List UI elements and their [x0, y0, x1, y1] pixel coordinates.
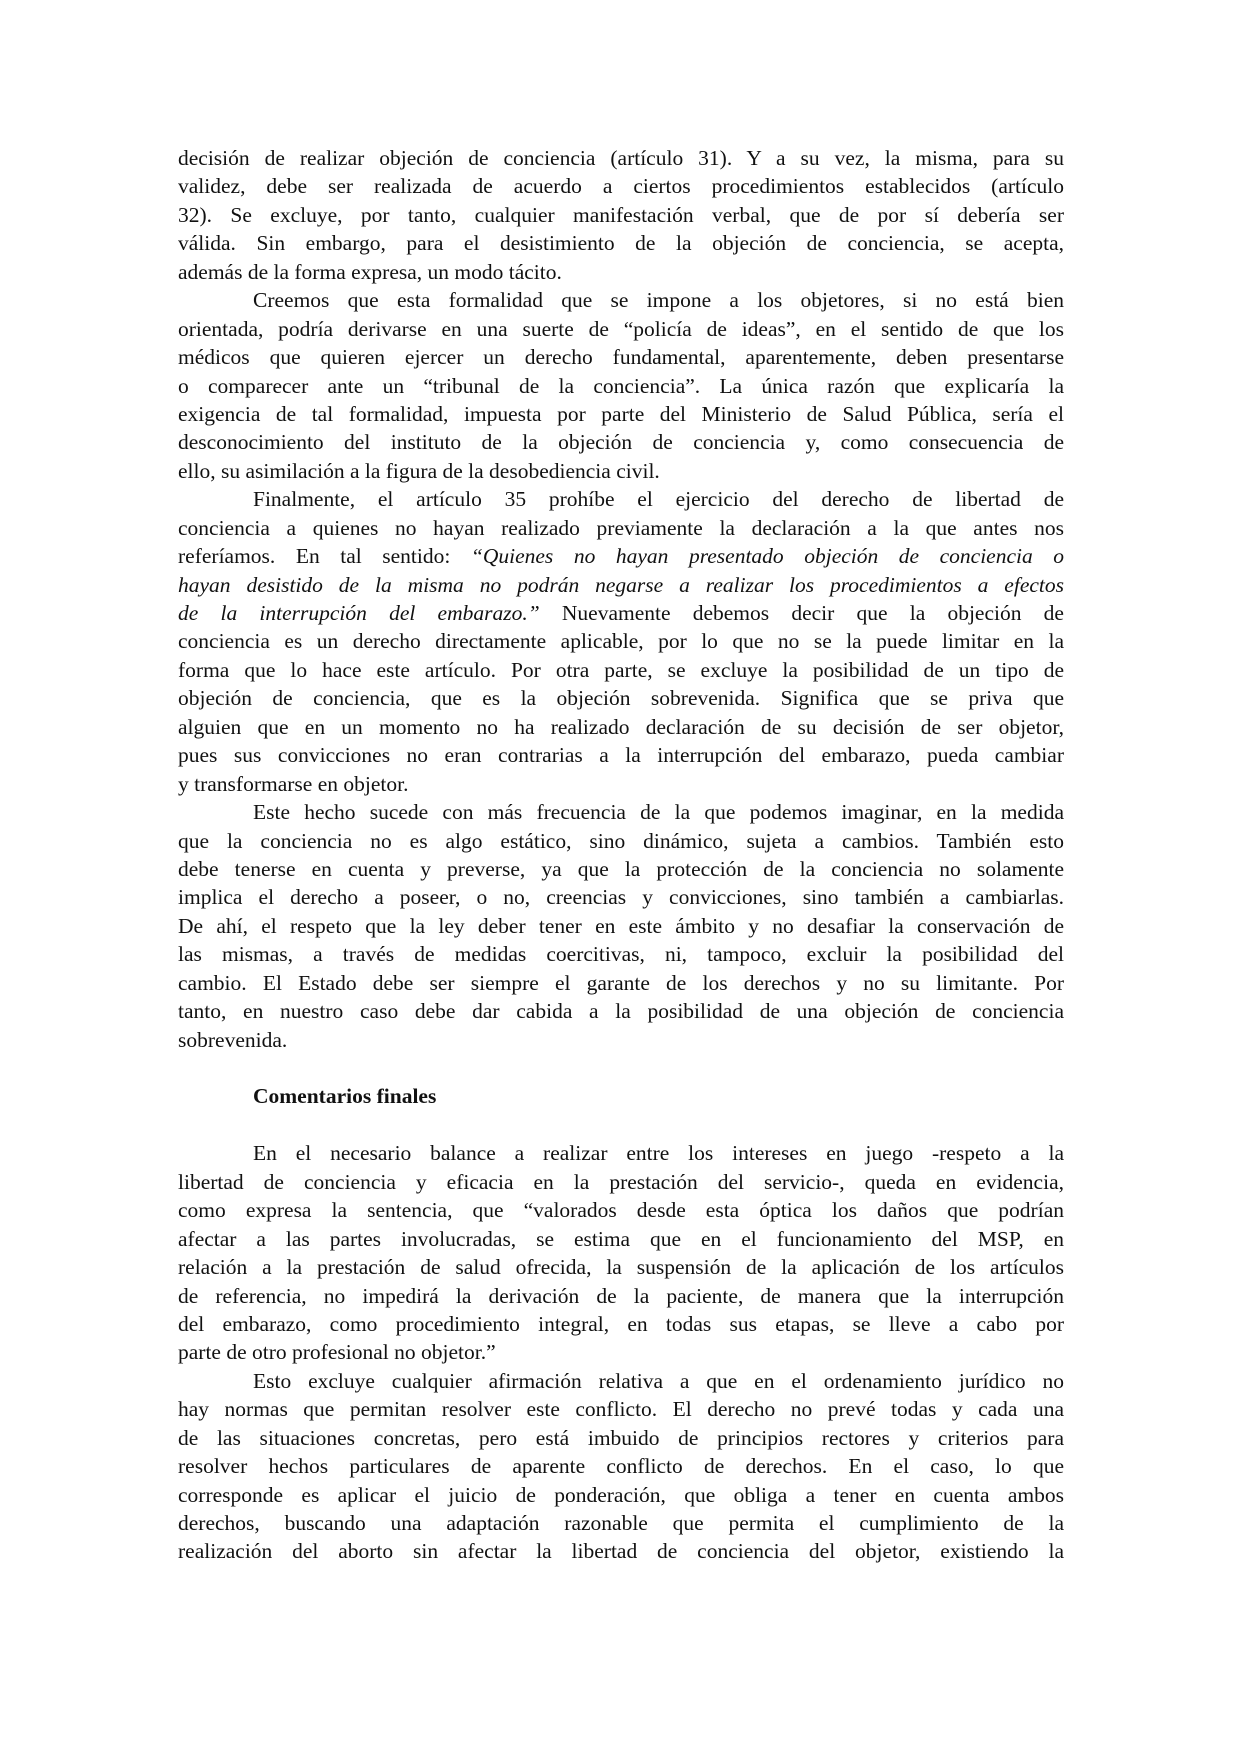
text-line: médicos que quieren ejercer un derecho fundamental, aparentemente, deben presentarse: [178, 345, 1064, 370]
text-line: corresponde es aplicar el juicio de ponderación, que obliga a tener en cuenta ambos: [178, 1482, 1064, 1507]
text-line: parte de otro profesional no objetor.”: [178, 1340, 496, 1365]
text-line: tanto, en nuestro caso debe dar cabida a la posibilidad de una objeción de conciencia: [178, 999, 1064, 1024]
paragraph: [178, 1367, 1064, 1566]
text-line: Finalmente, el artículo 35 prohíbe el ejercicio del derecho de libertad de: [253, 487, 1064, 512]
text-line: exigencia de tal formalidad, impuesta por parte del Ministerio de Salud Pública, sería el: [178, 401, 1064, 426]
text-line: 32). Se excluye, por tanto, cualquier manifestación verbal, que de por sí debería ser: [178, 202, 1064, 227]
paragraph: [178, 1139, 1064, 1367]
text-line: Creemos que esta formalidad que se impone a los objetores, si no está bien: [253, 288, 1064, 313]
text-line: ello, su asimilación a la figura de la desobediencia civil.: [178, 458, 660, 483]
text-run: Nuevamente debemos decir que la objeción de: [539, 601, 1064, 625]
section-heading: Comentarios finales: [253, 1084, 437, 1109]
text-run: referíamos. En tal sentido:: [178, 544, 471, 569]
text-line: implica el derecho a poseer, o no, creencias y convicciones, sino también a cambiarlas.: [178, 885, 1064, 910]
text-line: realización del aborto sin afectar la libertad de conciencia del objetor, existiendo la: [178, 1539, 1064, 1564]
text-line: además de la forma expresa, un modo tácito.: [178, 259, 562, 284]
text-line: objeción de conciencia, que es la objeción sobrevenida. Significa que se priva que: [178, 686, 1064, 711]
text-line: decisión de realizar objeción de conciencia (artículo 31). Y a su vez, la misma, para su: [178, 146, 1064, 170]
text-line: validez, debe ser realizada de acuerdo a ciertos procedimientos establecidos (artículo: [178, 174, 1064, 199]
spacer: [178, 1054, 1064, 1082]
text-line: sobrevenida.: [178, 1027, 288, 1052]
text-line: como expresa la sentencia, que “valorados desde esta óptica los daños que podrían: [178, 1198, 1064, 1223]
paragraph: [178, 144, 1064, 286]
text-line: que la conciencia no es algo estático, sino dinámico, sujeta a cambios. También esto: [178, 828, 1064, 853]
spacer: [178, 1111, 1064, 1139]
text-line: Esto excluye cualquier afirmación relativa a que en el ordenamiento jurídico no: [253, 1368, 1064, 1393]
text-line: conciencia es un derecho directamente aplicable, por lo que no se la puede limitar en la: [178, 629, 1064, 654]
text-line: pues sus convicciones no eran contrarias a la interrupción del embarazo, pueda cambiar: [178, 743, 1064, 768]
text-line: derechos, buscando una adaptación razonable que permita el cumplimiento de la: [178, 1511, 1064, 1535]
text-line: forma que lo hace este artículo. Por otra parte, se excluye la posibilidad de un tipo de: [178, 657, 1064, 682]
text-line: resolver hechos particulares de aparente conflicto de derechos. En el caso, lo que: [178, 1454, 1064, 1479]
text-line: de referencia, no impedirá la derivación de la paciente, de manera que la interrupción: [178, 1283, 1064, 1308]
paragraph: [178, 286, 1064, 485]
paragraph: [178, 485, 1064, 798]
text-line: del embarazo, como procedimiento integral, en todas sus etapas, se lleve a cabo por: [178, 1311, 1064, 1336]
text-line: De ahí, el respeto que la ley deber tener en este ámbito y no desafiar la conservación de: [178, 913, 1064, 938]
text-line: [178, 599, 1064, 627]
quoted-article-text: “Quienes no hayan presentado objeción de conciencia o: [470, 544, 1064, 569]
quoted-article-text: de la interrupción del embarazo.”: [178, 601, 540, 625]
text-line: relación a la prestación de salud ofrecida, la suspensión de la aplicación de los artículos: [178, 1255, 1064, 1280]
text-line: En el necesario balance a realizar entre los intereses en juego -respeto a la: [253, 1141, 1064, 1166]
paragraph: [178, 798, 1064, 1054]
text-line: y transformarse en objetor.: [178, 771, 409, 796]
text-line: cambio. El Estado debe ser siempre el garante de los derechos y no su limitante. Por: [178, 970, 1064, 995]
text-line: conciencia a quienes no hayan realizado previamente la declaración a la que antes nos: [178, 515, 1064, 540]
text-line: orientada, podría derivarse en una suerte de “policía de ideas”, en el sentido de que los: [178, 316, 1064, 341]
text-line: alguien que en un momento no ha realizado declaración de su decisión de ser objetor,: [178, 714, 1064, 739]
document-page: [178, 144, 1064, 1566]
text-line: o comparecer ante un “tribunal de la conciencia”. La única razón que explicaría la: [178, 373, 1064, 398]
text-line: [178, 542, 1064, 570]
text-line: hay normas que permitan resolver este conflicto. El derecho no prevé todas y cada una: [178, 1397, 1064, 1422]
text-line: válida. Sin embargo, para el desistimiento de la objeción de conciencia, se acepta,: [178, 231, 1064, 256]
text-line: desconocimiento del instituto de la objeción de conciencia y, como consecuencia de: [178, 430, 1064, 455]
text-line: afectar a las partes involucradas, se estima que en el funcionamiento del MSP, en: [178, 1226, 1064, 1251]
text-line: Este hecho sucede con más frecuencia de la que podemos imaginar, en la medida: [253, 800, 1064, 825]
text-line: debe tenerse en cuenta y preverse, ya que la protección de la conciencia no solamente: [178, 856, 1064, 881]
text-line: de las situaciones concretas, pero está imbuido de principios rectores y criterios para: [178, 1425, 1064, 1450]
quoted-article-text: hayan desistido de la misma no podrán negarse a realizar los procedimientos a efectos: [178, 572, 1064, 597]
text-line: las mismas, a través de medidas coercitivas, ni, tampoco, excluir la posibilidad del: [178, 942, 1064, 967]
text-line: libertad de conciencia y eficacia en la prestación del servicio-, queda en evidencia,: [178, 1169, 1064, 1194]
